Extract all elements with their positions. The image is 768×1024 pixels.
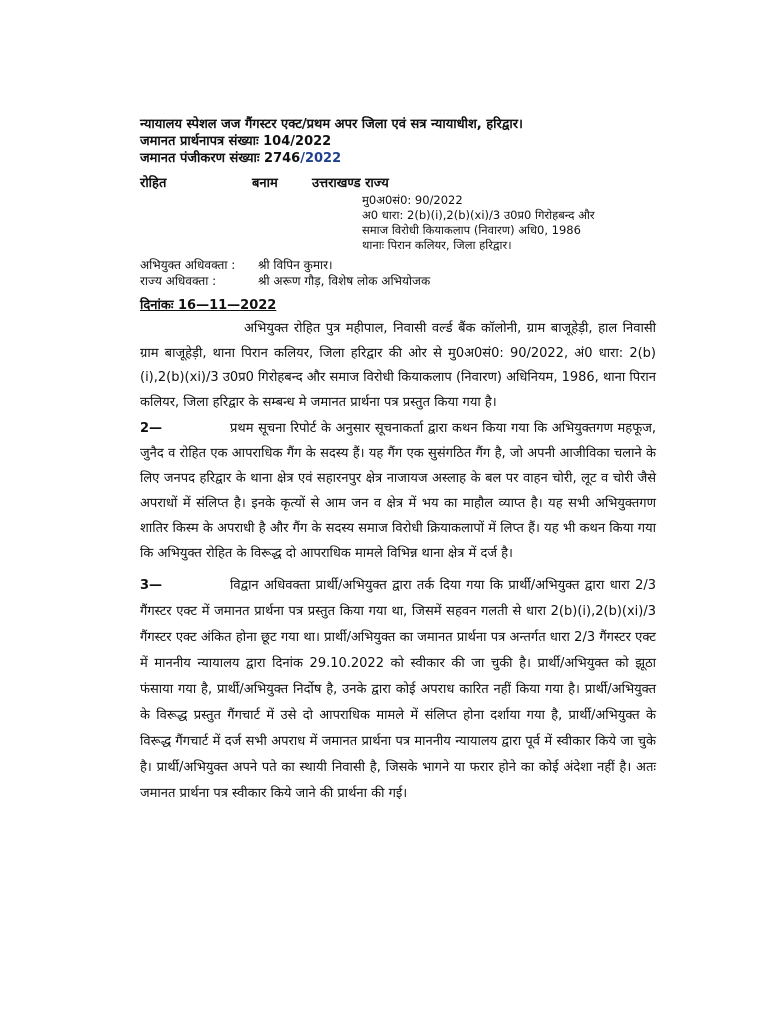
paragraph-3 (140, 573, 656, 807)
bail-application-label: जमानत प्रार्थनापत्र संख्याः (140, 134, 259, 149)
order-date: दिनांकः 16—11—2022 (140, 298, 277, 313)
bail-registration-number: 2746 (264, 151, 301, 166)
accused-advocate-label: अभियुक्त अधिवक्ता : (140, 258, 236, 272)
case-parties (140, 173, 656, 191)
case-detail-line: समाज विरोधी कियाकलाप (निवारण) अधि0, 1986 (362, 223, 581, 237)
case-detail-line: अ0 धारा: 2(b)(i),2(b)(xi)/3 उ0प्र0 गिरोहबन्द और (362, 208, 595, 222)
paragraph-2-text: प्रथम सूचना रिपोर्ट के अनुसार सूचनाकर्ता द्वारा कथन किया गया कि अभियुक्तगण महफूज, जुनैद व रोहित एक आपराधिक गैंग के सदस्य हैं। यह गैंग एक सुसंगठित गैंग है, जो अपनी आजीविका चलाने के लिए जनपद हरिद्वार के थाना क्षेत्र एवं सहारनपुर क्षेत्र नाजायज अस्लाह के बल पर वाहन चोरी, लूट व चोरी जैसे अपराधों में संलिप्त है। इनके कृत्यों से आम जन व क्षेत्र में भय का माहौल व्याप्त है। यह सभी अभियुक्तगण शातिर किस्म के अपराधी है और गैंग के सदस्य समाज विरोधी क्रियाकलापों में लिप्त हैं। यह भी कथन किया गया कि अभियुक्त रोहित के विरूद्ध दो आपराधिक मामले विभिन्न थाना क्षेत्र में दर्ज है। (140, 421, 656, 561)
accused-advocate-row (140, 257, 656, 273)
advocates-block (140, 257, 656, 289)
bail-registration-number-line (140, 150, 656, 167)
accused-advocate-name: श्री विपिन कुमार। (258, 258, 333, 272)
paragraph-1: अभियुक्त रोहित पुत्र महीपाल, निवासी वर्ल्ड बैंक कॉलोनी, ग्राम बाजूहेड़ी, हाल निवासी ग्राम बाजूहेड़ी, थाना पिरान कलियर, जिला हरिद्वार की ओर से मु0अ0सं0: 90/2022, अं0 धारा: 2(b)(i),2(b)(xi)/3 उ0प्र0 गिरोहबन्द और समाज विरोधी कियाकलाप (निवारण) अधिनियम, 1986, थाना पिरान कलियर, जिला हरिद्वार के सम्बन्ध मे जमानत प्रार्थना पत्र प्रस्तुत किया गया है। (140, 321, 656, 410)
respondent-name: उत्तराखण्ड राज्य (312, 176, 389, 191)
paragraph-2 (140, 417, 656, 566)
court-title: न्यायालय स्पेशल जज गैंगस्टर एक्ट/प्रथम अपर जिला एवं सत्र न्यायाधीश, हरिद्वार। (140, 117, 523, 132)
bail-registration-year: /2022 (300, 151, 342, 166)
bail-application-number: 104/2022 (263, 134, 332, 149)
paragraph-3-text: विद्वान अधिवक्ता प्रार्थी/अभियुक्त द्वारा तर्क दिया गया कि प्रार्थी/अभियुक्त द्वारा धारा 2/3 गैंगस्टर एक्ट में जमानत प्रार्थना पत्र प्रस्तुत किया गया था, जिसमें सहवन गलती से धारा 2(b)(i),2(b)(xi)/3 गैंगस्टर एक्ट अंकित होना छूट गया था। प्रार्थी/अभियुक्त का जमानत प्रार्थना पत्र अन्तर्गत धारा 2/3 गैंगस्टर एक्ट में माननीय न्यायालय द्वारा दिनांक 29.10.2022 को स्वीकार की जा चुकी है। प्रार्थी/अभियुक्त को झूठा फंसाया गया है, प्रार्थी/अभियुक्त निर्दोष है, उनके द्वारा कोई अपराध कारित नहीं किया गया है। प्रार्थी/अभियुक्त के विरूद्ध प्रस्तुत गैंगचार्ट में उसे दो आपराधिक मामले में संलिप्त होना दर्शाया गया है, प्रार्थी/अभियुक्त के विरूद्ध गैंगचार्ट में दर्ज सभी अपराध में जमानत प्रार्थना पत्र माननीय न्यायालय द्वारा पूर्व में स्वीकार किये जा चुके है। प्रार्थी/अभियुक्त अपने पते का स्थायी निवासी है, जिसके भागने या फरार होने का कोई अंदेशा नहीं है। अतः जमानत प्रार्थना पत्र स्वीकार किये जाने की प्रार्थना की गई। (140, 577, 656, 801)
bail-application-number-line (140, 133, 656, 150)
state-advocate-name: श्री अरूण गौड़, विशेष लोक अभियोजक (258, 274, 431, 288)
bail-registration-label: जमानत पंजीकरण संख्याः (140, 151, 260, 166)
case-details (362, 193, 656, 253)
case-detail-line: थानाः पिरान कलियर, जिला हरिद्वार। (362, 238, 512, 252)
case-detail-line: मु0अ0सं0: 90/2022 (362, 193, 463, 207)
petitioner-name: रोहित (140, 176, 167, 191)
versus-label: बनाम (252, 176, 278, 191)
paragraph-number: 3— (140, 577, 163, 593)
state-advocate-row (140, 273, 656, 289)
paragraph-number: 2— (140, 421, 163, 437)
state-advocate-label: राज्य अधिवक्ता : (140, 274, 217, 288)
